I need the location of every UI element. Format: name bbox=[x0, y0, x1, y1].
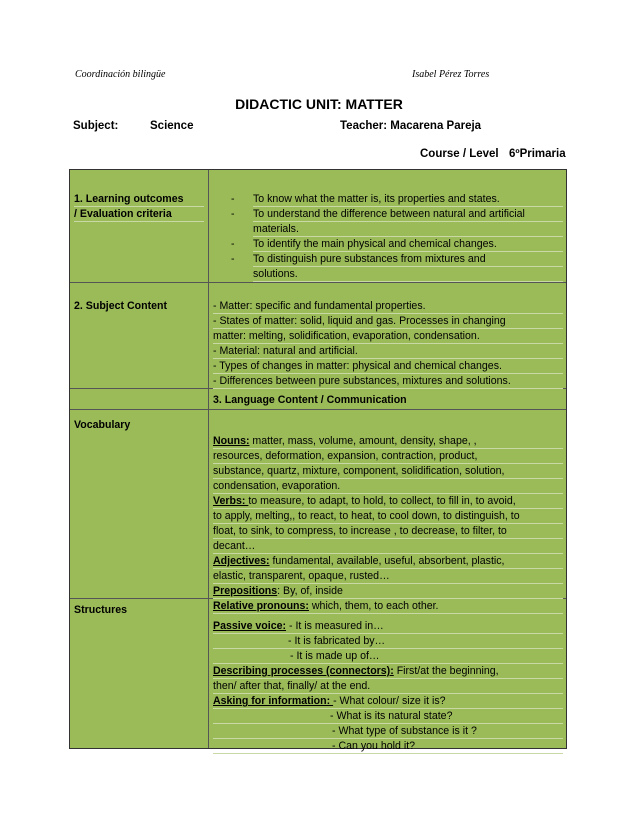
vocabulary-line bbox=[213, 584, 563, 599]
learning-outcomes-content bbox=[213, 192, 563, 282]
vocabulary-label: Vocabulary bbox=[74, 419, 131, 431]
vocabulary-line bbox=[213, 599, 563, 614]
structures-line: - It is fabricated by… bbox=[213, 634, 563, 649]
learning-outcome-line: - To know what the matter is, its properties and states. bbox=[253, 192, 563, 207]
asking-information-label: Asking for information: bbox=[213, 695, 334, 707]
row-divider bbox=[70, 282, 566, 283]
verbs-label: Verbs: bbox=[213, 495, 249, 507]
connectors-label: Describing processes (connectors): bbox=[213, 665, 394, 677]
prepositions-label: Prepositions bbox=[213, 585, 278, 597]
learning-outcome-item bbox=[213, 252, 563, 282]
prepositions-text: : By, of, inside bbox=[277, 585, 343, 597]
structures-line: - What is its natural state? bbox=[213, 709, 563, 724]
adjectives-label: Adjectives: bbox=[213, 555, 270, 567]
structures-line bbox=[213, 619, 563, 634]
learning-outcome-line: - To distinguish pure substances from mixtures and bbox=[253, 252, 563, 267]
structures-line: - Can you hold it? bbox=[213, 739, 563, 754]
passive-voice-label: Passive voice: bbox=[213, 620, 287, 632]
vocabulary-line: condensation, evaporation. bbox=[213, 479, 563, 494]
relative-pronouns-label: Relative pronouns: bbox=[213, 600, 309, 612]
structures-line bbox=[213, 664, 563, 679]
header-coordination: Coordinación bilingüe bbox=[75, 69, 166, 80]
structures-line: then/ after that, finally/ at the end. bbox=[213, 679, 563, 694]
structures-label: Structures bbox=[74, 604, 127, 616]
vocabulary-body bbox=[213, 434, 563, 614]
subject-content-line: - Material: natural and artificial. bbox=[213, 344, 563, 359]
subject-content-line: - Matter: specific and fundamental properties. bbox=[213, 299, 563, 314]
vocabulary-line: resources, deformation, expansion, contraction, product, bbox=[213, 449, 563, 464]
verbs-text: to measure, to adapt, to hold, to collect, to fill in, to avoid, bbox=[248, 495, 516, 507]
vocabulary-line bbox=[213, 434, 563, 449]
vocabulary-line: float, to sink, to compress, to increase , to decrease, to filter, to bbox=[213, 524, 563, 539]
learning-outcome-item bbox=[213, 207, 563, 237]
learning-outcome-line: - To identify the main physical and chemical changes. bbox=[253, 237, 563, 252]
vocabulary-line: substance, quartz, mixture, component, solidification, solution, bbox=[213, 464, 563, 479]
vocabulary-line: elastic, transparent, opaque, rusted… bbox=[213, 569, 563, 584]
subject-content-line: - Differences between pure substances, mixtures and solutions. bbox=[213, 374, 563, 389]
subject-content-line: matter: melting, solidification, evaporation, condensation. bbox=[213, 329, 563, 344]
subject-label: Subject: bbox=[73, 120, 119, 132]
header-author: Isabel Pérez Torres bbox=[412, 69, 490, 80]
vocabulary-line: to apply, melting,, to react, to heat, to cool down, to distinguish, to bbox=[213, 509, 563, 524]
course-label: Course / Level bbox=[420, 148, 499, 160]
learning-outcomes-label-line: / Evaluation criteria bbox=[74, 207, 204, 222]
teacher-name: Teacher: Macarena Pareja bbox=[340, 120, 482, 132]
subject-content-line: - Types of changes in matter: physical and chemical changes. bbox=[213, 359, 563, 374]
learning-outcome-line: materials. bbox=[253, 222, 563, 237]
subject-value: Science bbox=[150, 120, 194, 132]
passive-voice-text: - It is measured in… bbox=[286, 620, 384, 632]
vocabulary-line bbox=[213, 494, 563, 509]
language-content-heading: 3. Language Content / Communication bbox=[213, 394, 407, 406]
subject-content-body bbox=[213, 299, 563, 389]
nouns-label: Nouns: bbox=[213, 435, 250, 447]
row-divider bbox=[70, 409, 566, 410]
learning-outcome-item bbox=[213, 192, 563, 207]
learning-outcomes-label-line: 1. Learning outcomes bbox=[74, 192, 204, 207]
connectors-text: First/at the beginning, bbox=[393, 665, 499, 677]
structures-body bbox=[213, 619, 563, 754]
learning-outcome-item bbox=[213, 237, 563, 252]
subject-content-line: - States of matter: solid, liquid and gas. Processes in changing bbox=[213, 314, 563, 329]
didactic-unit-table bbox=[69, 169, 567, 752]
learning-outcome-line: solutions. bbox=[253, 267, 563, 282]
column-divider bbox=[208, 170, 209, 748]
structures-line bbox=[213, 694, 563, 709]
learning-outcomes-list bbox=[213, 192, 563, 282]
relative-pronouns-text: which, them, to each other. bbox=[308, 600, 439, 612]
nouns-text: matter, mass, volume, amount, density, shape, , bbox=[249, 435, 477, 447]
learning-outcome-line: - To understand the difference between natural and artificial bbox=[253, 207, 563, 222]
vocabulary-line bbox=[213, 554, 563, 569]
page-title: DIDACTIC UNIT: MATTER bbox=[235, 96, 403, 112]
course-value: 6ºPrimaria bbox=[509, 148, 566, 160]
adjectives-text: fundamental, available, useful, absorbent, plastic, bbox=[269, 555, 505, 567]
learning-outcomes-label bbox=[74, 192, 204, 222]
asking-information-text: - What colour/ size it is? bbox=[333, 695, 446, 707]
structures-line: - It is made up of… bbox=[213, 649, 563, 664]
structures-line: - What type of substance is it ? bbox=[213, 724, 563, 739]
subject-content-label: 2. Subject Content bbox=[74, 300, 167, 312]
vocabulary-line: decant… bbox=[213, 539, 563, 554]
